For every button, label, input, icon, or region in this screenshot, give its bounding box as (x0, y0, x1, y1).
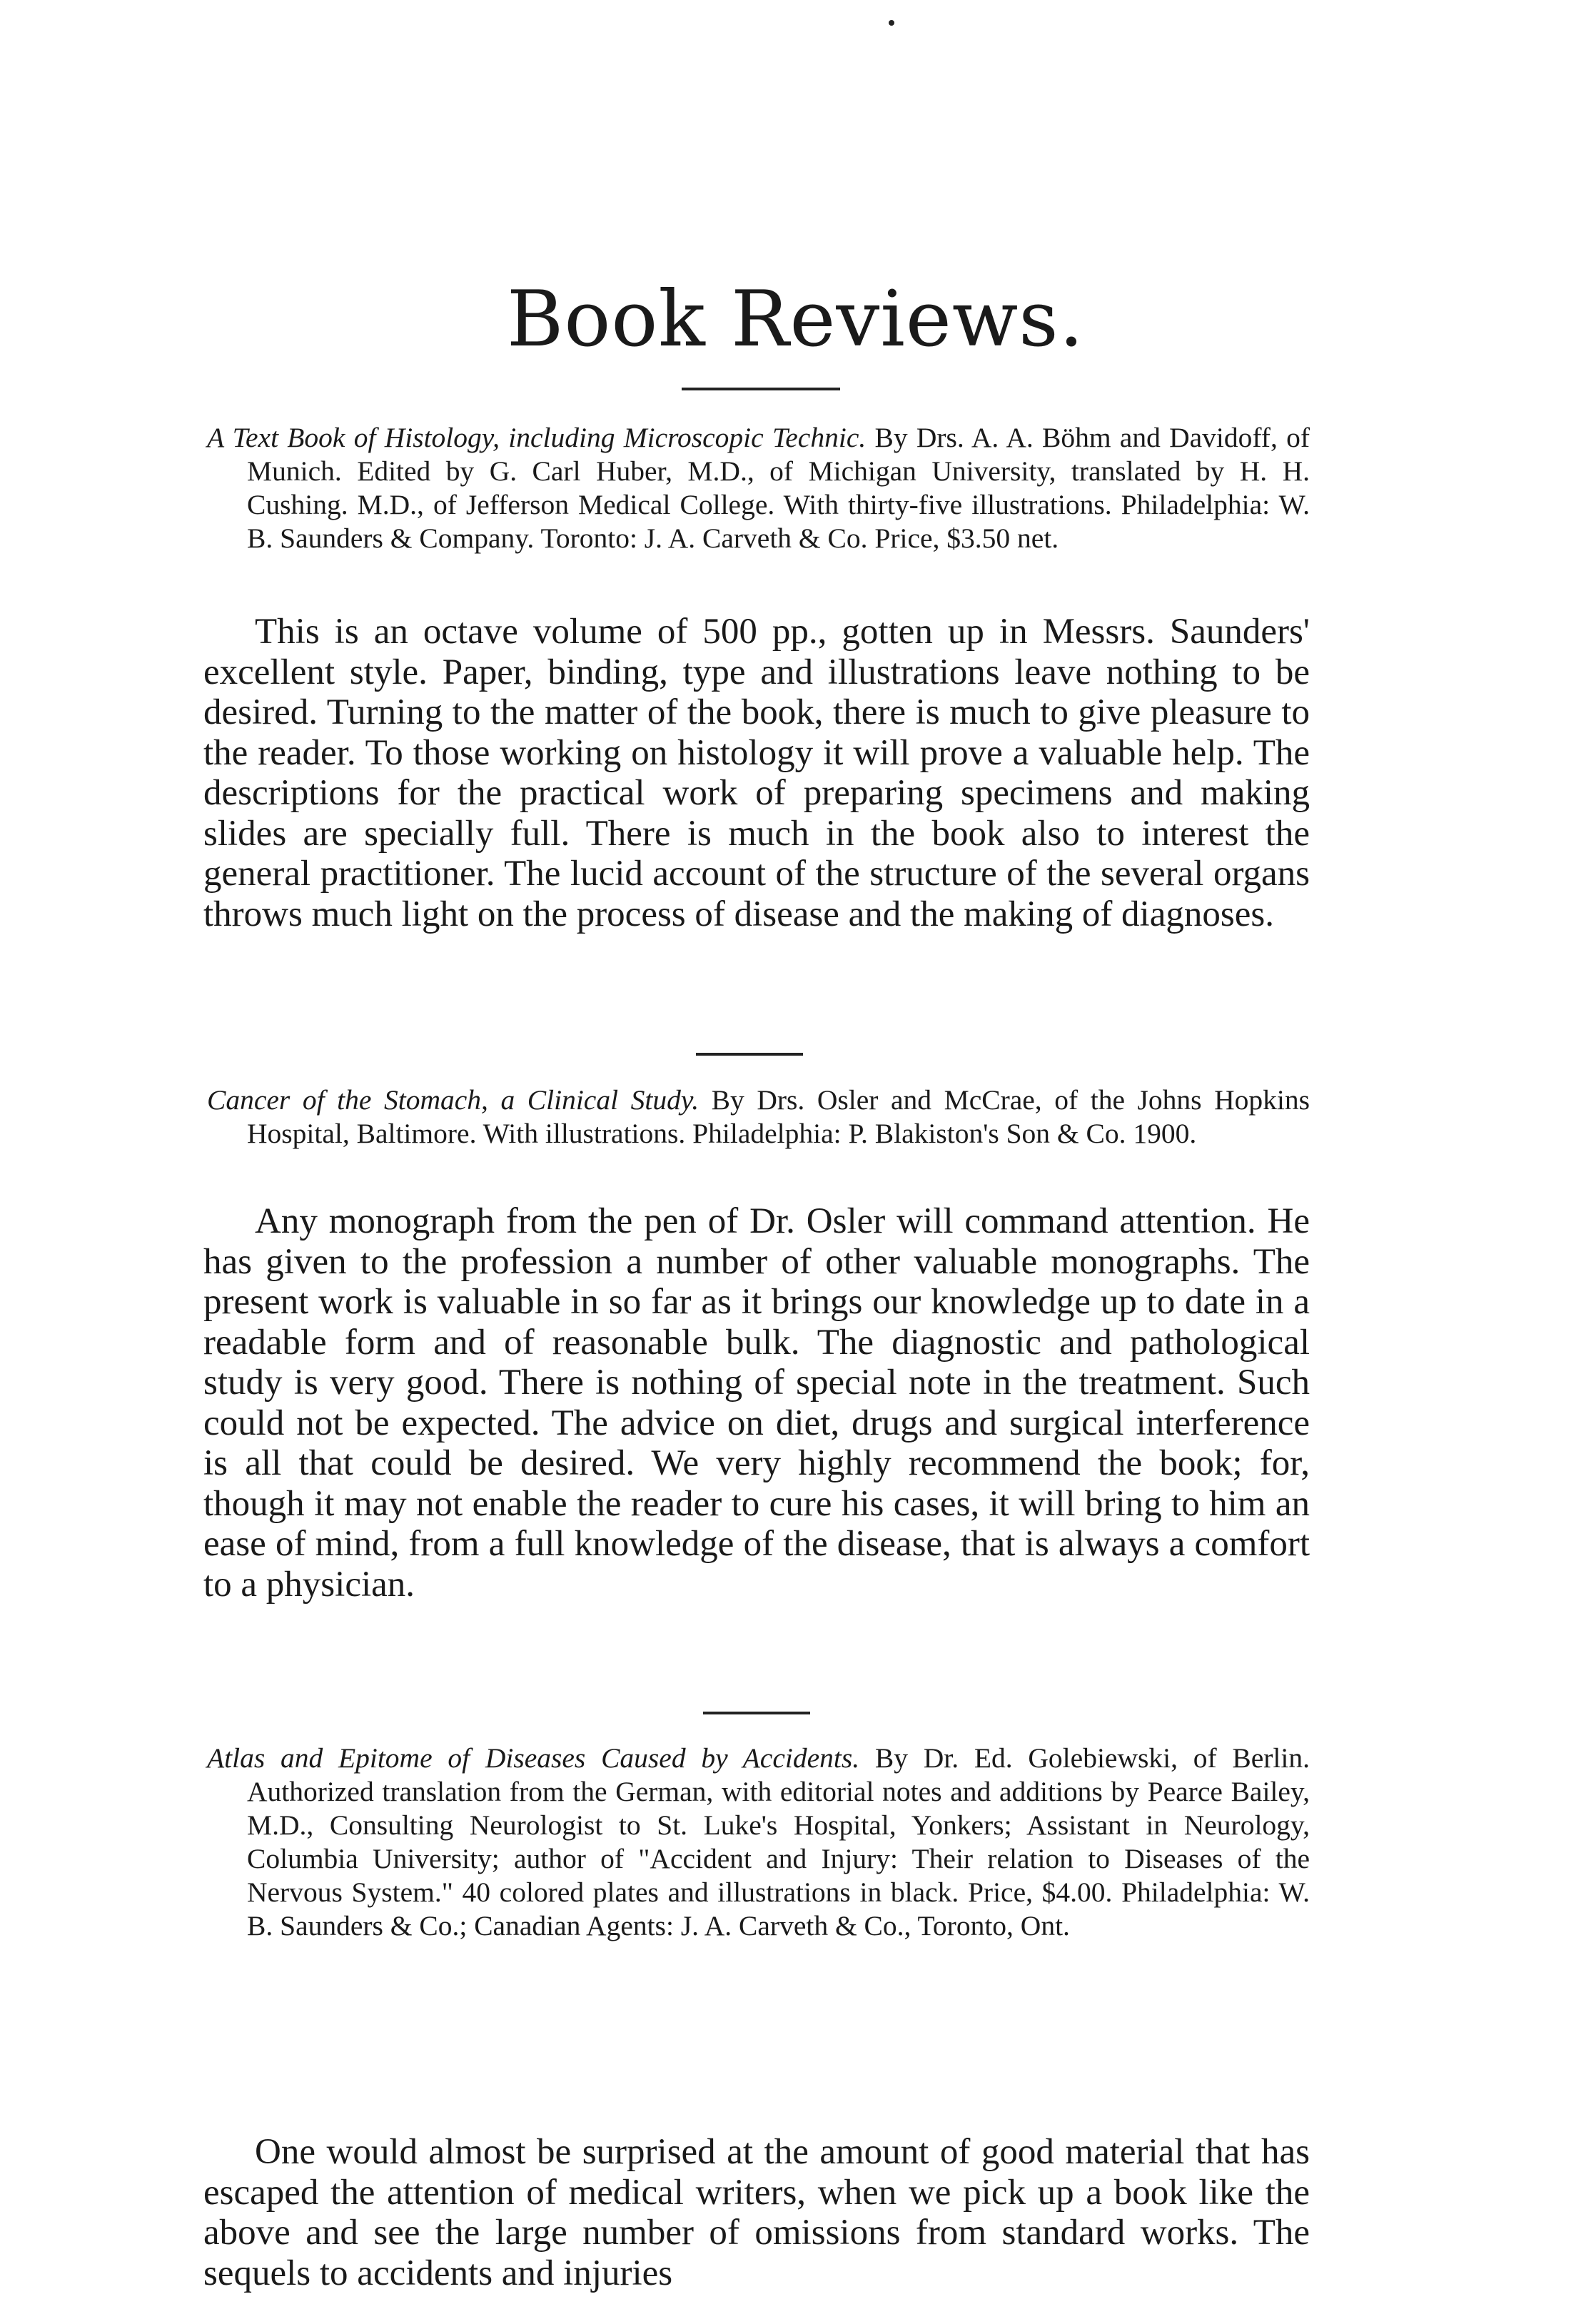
page-title: Book Reviews. (506, 275, 1085, 364)
title-rule (682, 388, 840, 390)
review-1-citation-details: By Drs. A. A. Böhm and Davidoff, of Munich. Edited by G. Carl Huber, M.D., of Michigan University, translated by H. H. Cushing. M.D., of Jefferson Medical College. With thirty-five illustrations. Philadelphia: W. B. Saunders & Company. Toronto: J. A. Carveth & Co. Price, $3.50 net. (247, 422, 1310, 554)
review-3-citation (207, 1742, 1310, 1943)
review-separator-2 (703, 1712, 810, 1714)
review-2-body: Any monograph from the pen of Dr. Osler will command attention. He has given to the profession a number of other valuable monographs. The present work is valuable in so far as it brings our knowledge up to date in a readable form and of reasonable bulk. The diagnostic and pathological study is very good. There is nothing of special note in the treatment. Such could not be expected. The advice on diet, drugs and surgical interference is all that could be desired. We very highly recommend the book; for, though it may not enable the reader to cure his cases, it will bring to him an ease of mind, from a full knowledge of the disease, that is always a comfort to a physician. (203, 1201, 1310, 1605)
review-3-citation-title: Atlas and Epitome of Diseases Caused by Accidents. (207, 1742, 860, 1774)
review-1-body: This is an octave volume of 500 pp., gotten up in Messrs. Saunders' excellent style. Paper, binding, type and illustrations leave nothing to be desired. Turning to the matter of the book, there is much to give pleasure to the reader. To those working on histology it will prove a valuable help. The descriptions for the practical work of preparing specimens and making slides are specially full. There is much in the book also to interest the general practitioner. The lucid account of the structure of the several organs throws much light on the process of disease and the making of diagnoses. (203, 612, 1310, 934)
review-2-citation-details: By Drs. Osler and McCrae, of the Johns Hopkins Hospital, Baltimore. With illustrations. Philadelphia: P. Blakiston's Son & Co. 1900. (247, 1084, 1310, 1149)
review-1-citation (207, 421, 1310, 555)
review-3-citation-details: By Dr. Ed. Golebiewski, of Berlin. Authorized translation from the German, with editorial notes and additions by Pearce Bailey, M.D., Consulting Neurologist to St. Luke's Hospital, Yonkers; Assistant in Neurology, Columbia University; author of "Accident and Injury: Their relation to Diseases of the Nervous System." 40 colored plates and illustrations in black. Price, $4.00. Philadelphia: W. B. Saunders & Co.; Canadian Agents: J. A. Carveth & Co., Toronto, Ont. (247, 1742, 1310, 1941)
review-separator-1 (696, 1053, 803, 1056)
review-3-body: One would almost be surprised at the amount of good material that has escaped the attention of medical writers, when we pick up a book like the above and see the large number of omissions from standard works. The sequels to accidents and injuries (203, 2132, 1310, 2293)
page-mark (889, 20, 894, 26)
review-2-citation-title: Cancer of the Stomach, a Clinical Study. (207, 1084, 699, 1116)
review-1-citation-title: A Text Book of Histology, including Microscopic Technic. (207, 422, 867, 453)
review-2-citation (207, 1083, 1310, 1151)
